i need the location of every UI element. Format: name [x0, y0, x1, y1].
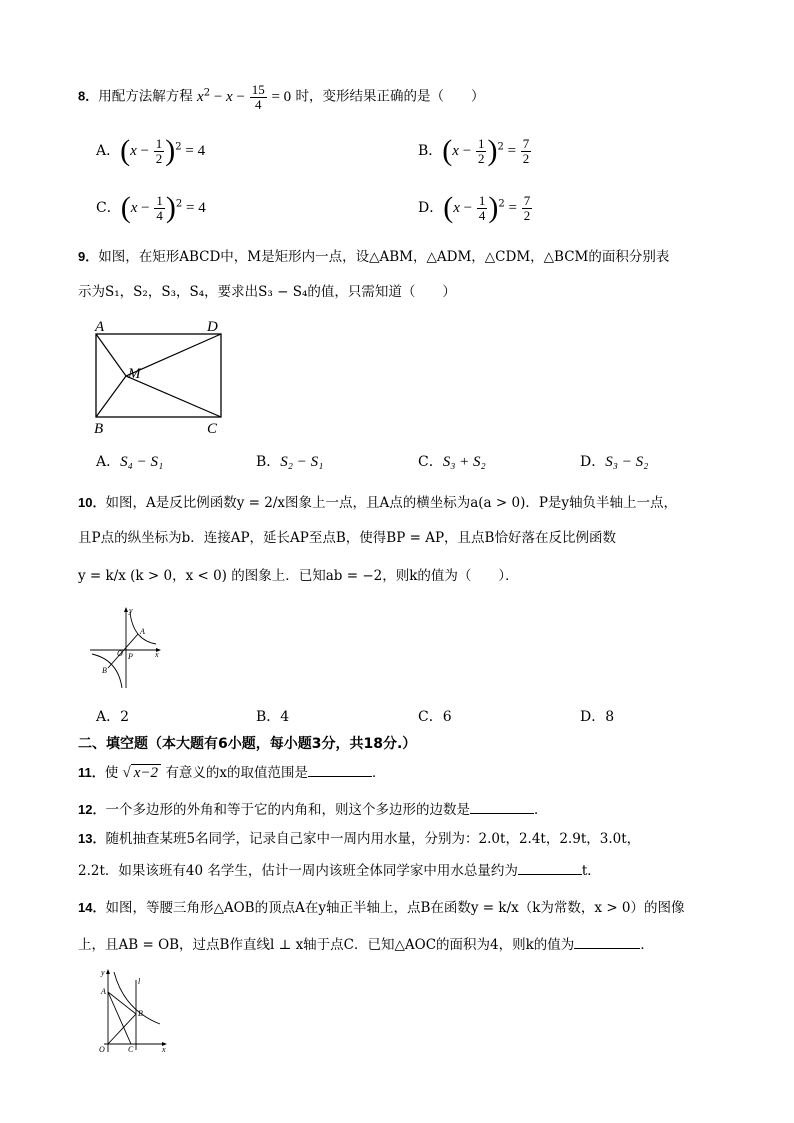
label-d: D: [207, 319, 218, 335]
label-y: y: [129, 606, 133, 615]
option-expr: S₃ + S₂: [442, 454, 486, 470]
option-a[interactable]: A．2: [96, 709, 130, 725]
option-expr: 2: [120, 709, 130, 725]
answer-blank[interactable]: [518, 860, 582, 875]
label-l: l: [138, 977, 141, 986]
option-a[interactable]: A．(x − $\frac{1}{2}$ )$^2$ = 4: [96, 134, 206, 167]
option-b[interactable]: B．(x − $\frac{1}{2}$ )$^2$ = $\frac{7}{2}$: [418, 134, 530, 167]
question-number: 10．: [78, 495, 106, 510]
question-9-stem: [78, 246, 669, 268]
question-text: 且P点的纵坐标为b．连接AP，延长AP至点B，使得BP = AP，且点B恰好落在反比例函数: [78, 530, 616, 546]
hyperbola-figure: [86, 604, 166, 690]
label-b: B: [102, 666, 107, 675]
question-text: 时，变形结果正确的是（ ）: [295, 88, 485, 105]
label-x: x: [155, 650, 159, 659]
question-text: 用配方法解方程: [98, 88, 193, 105]
question-text: 随机抽查某班5名同学，记录自己家中一周内用水量，分别为：2.0t，2.4t，2.9t，3.0t，: [105, 831, 641, 847]
option-d[interactable]: D．(x − $\frac{1}{4}$ )$^2$ = $\frac{7}{2}$: [418, 191, 531, 224]
question-number: 14．: [78, 900, 106, 915]
equation: $x^2 - x$ − $\frac{15}{4}$ = 0: [197, 81, 292, 112]
label-x: x: [162, 1045, 166, 1054]
option-expr: 8: [605, 709, 615, 725]
question-11-stem: 11．使 √ x−2 有意义的x的取值范围是 ．: [78, 762, 385, 784]
question-10-stem-line2: [78, 527, 616, 549]
label-c: C: [128, 1045, 134, 1054]
question-text: 如图，在矩形ABCD中，M是矩形内一点，设△ABM，△ADM，△CDM，△BCM的面积分别表: [98, 249, 670, 265]
option-expr: 4: [280, 709, 290, 725]
option-label: C．: [96, 200, 121, 216]
question-text: 有意义的x的取值范围是: [165, 765, 308, 781]
question-number: 13．: [78, 831, 106, 846]
question-10-stem-line3: [78, 565, 519, 587]
question-number: 12．: [78, 802, 106, 817]
label-b: B: [94, 421, 104, 437]
question-text: 如图，A是反比例函数y = 2/x图象上一点，且A点的横坐标为a(a > 0)．P是y轴负半轴上一点，: [105, 495, 678, 511]
label-a: A: [95, 319, 105, 335]
question-10-stem: [78, 492, 677, 514]
question-13-stem-line2: 2.2t．如果该班有40 名学生，估计一周内该班全体同学家中用水总量约为 t．: [78, 860, 601, 882]
rectangle-figure: [88, 316, 238, 438]
option-label: B．: [418, 143, 443, 159]
option-expr: 6: [442, 709, 452, 725]
label-a: A: [101, 987, 106, 996]
option-c[interactable]: C．S₃ + S₂: [418, 454, 486, 470]
option-d[interactable]: D．S₃ − S₂: [580, 454, 649, 470]
option-expr: S₂ − S₁: [280, 454, 324, 470]
option-d[interactable]: D．8: [580, 709, 615, 725]
question-13-stem: [78, 828, 640, 850]
question-text: y = k/x (k > 0，x < 0) 的图象上．已知ab = −2，则k的值为（ ）．: [78, 568, 519, 584]
question-text: 使: [104, 765, 119, 781]
square-root: √ x−2: [123, 762, 162, 784]
option-expr: S₃ − S₂: [605, 454, 649, 470]
question-14-stem: [78, 897, 685, 919]
option-b[interactable]: B．S₂ − S₁: [256, 454, 324, 470]
label-b: B: [138, 1009, 143, 1018]
question-number: 11．: [78, 765, 105, 780]
question-number: 9．: [78, 249, 99, 264]
label-m: M: [128, 366, 141, 382]
question-14-stem-line2: 上，且AB = OB，过点B作直线l ⊥ x轴于点C．已知△AOC的面积为4，则k的值为 ．: [78, 934, 654, 956]
label-o: O: [99, 1045, 105, 1054]
question-text: 示为S₁，S₂，S₃，S₄，要求出S₃ − S₄的值，只需知道（ ）: [78, 284, 456, 300]
label-a: A: [140, 627, 145, 636]
answer-blank[interactable]: [574, 934, 640, 949]
option-b[interactable]: B．4: [256, 709, 290, 725]
label-y: y: [101, 968, 105, 977]
answer-blank[interactable]: [470, 799, 534, 814]
section-title: 二、填空题（本大题有6小题，每小题3分，共18分.）: [78, 736, 417, 752]
option-c[interactable]: C．6: [418, 709, 452, 725]
triangle-hyperbola-figure: [96, 966, 172, 1058]
option-expr: S₄ − S₁: [120, 454, 164, 470]
label-p: P: [128, 652, 133, 661]
option-c[interactable]: C．(x − $\frac{1}{4}$ )$^2$ = 4: [96, 191, 206, 224]
question-text: 如图，等腰三角形△AOB的顶点A在y轴正半轴上，点B在函数y = k/x（k为常数，x > 0）的图像: [105, 900, 685, 916]
option-label: A．: [96, 143, 121, 159]
question-12-stem: 12．一个多边形的外角和等于它的内角和，则这个多边形的边数是 ．: [78, 799, 547, 821]
option-label: D．: [418, 200, 444, 216]
question-number: 8．: [78, 88, 99, 104]
question-8-stem: [78, 82, 484, 112]
question-text: 一个多边形的外角和等于它的内角和，则这个多边形的边数是: [105, 802, 470, 818]
label-c: C: [207, 421, 218, 437]
question-9-stem-line2: [78, 281, 456, 303]
option-a[interactable]: A．S₄ − S₁: [96, 454, 164, 470]
answer-blank[interactable]: [308, 762, 372, 777]
question-text: 2.2t．如果该班有40 名学生，估计一周内该班全体同学家中用水总量约为: [78, 863, 518, 879]
label-o: O: [117, 649, 123, 658]
question-text: 上，且AB = OB，过点B作直线l ⊥ x轴于点C．已知△AOC的面积为4，则k的值为: [78, 937, 575, 953]
